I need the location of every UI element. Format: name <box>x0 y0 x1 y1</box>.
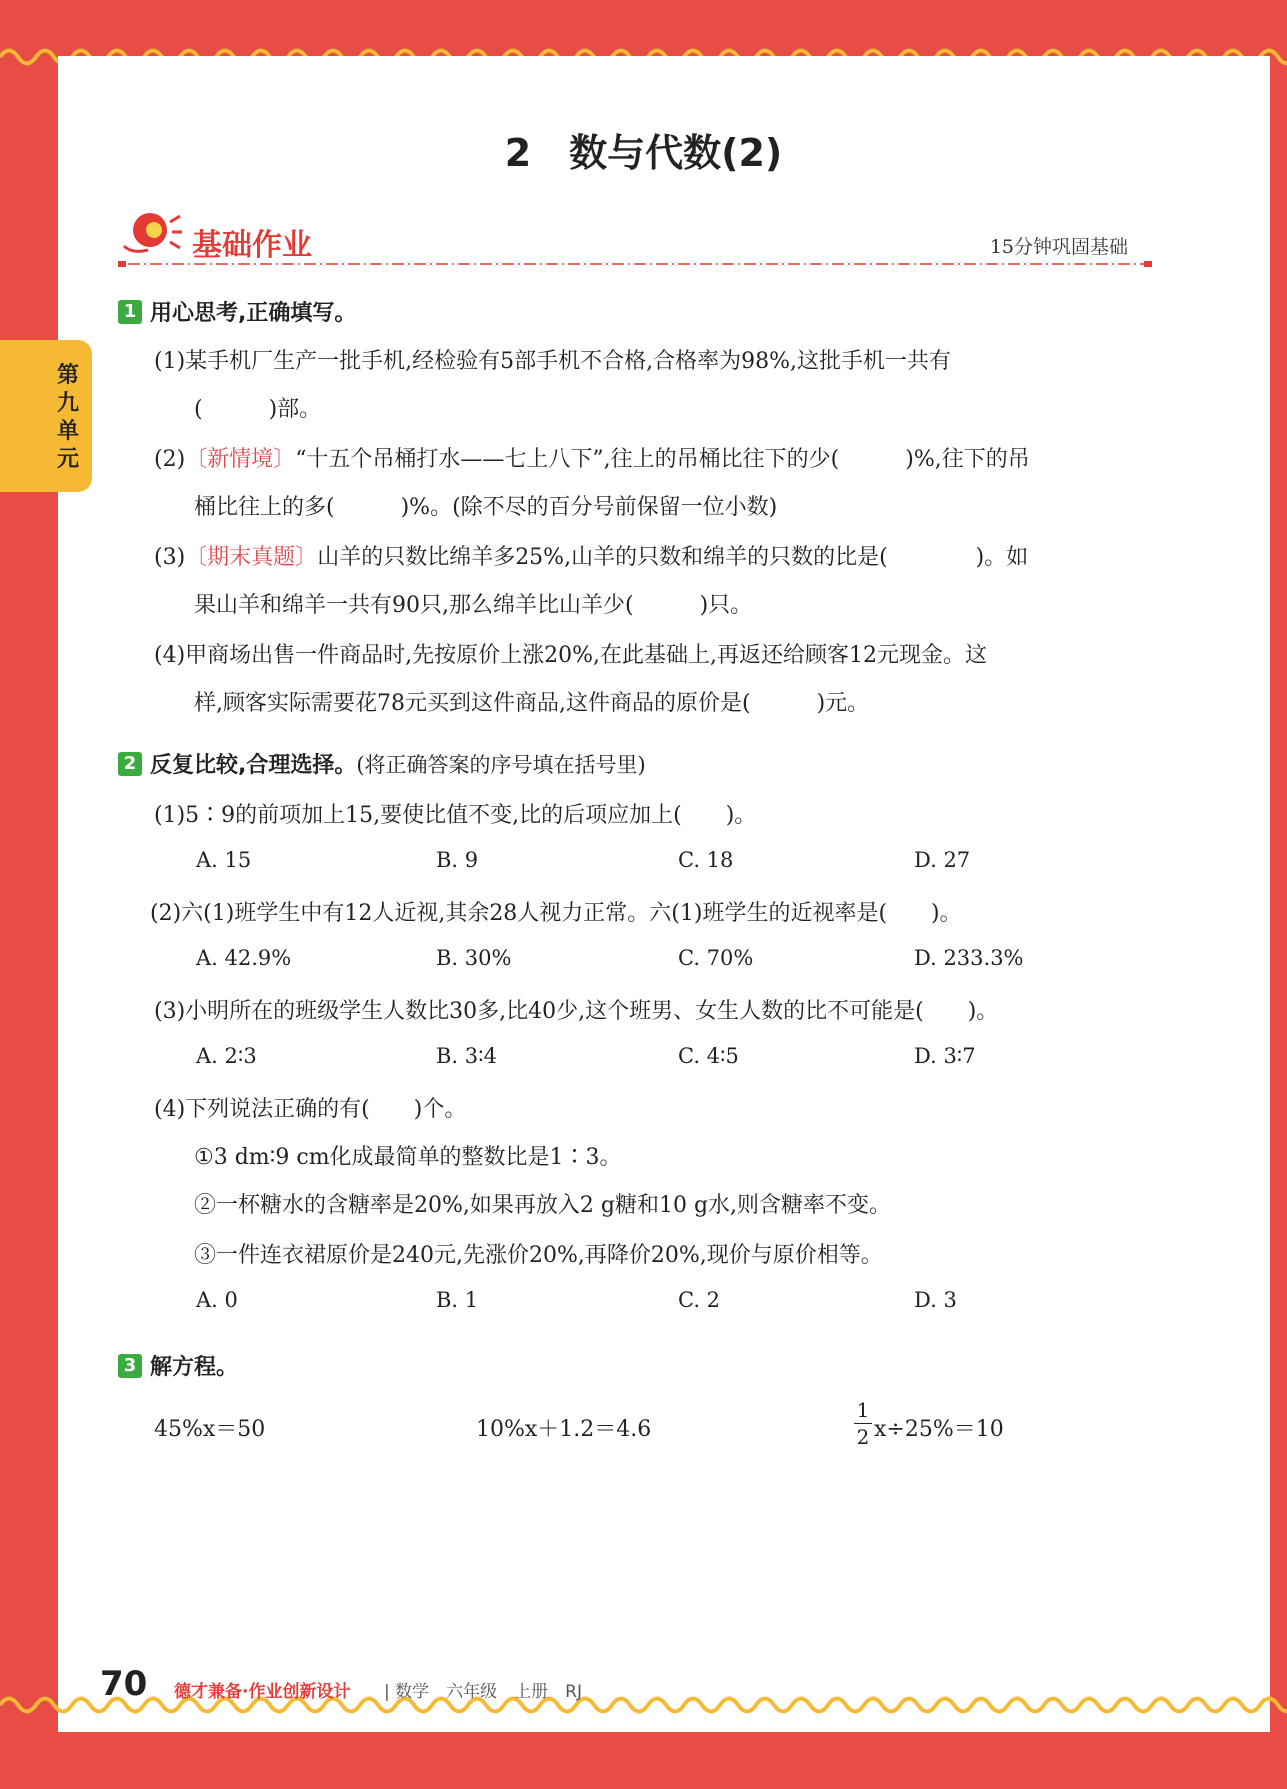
q2-item4-statement-2: ②一杯糖水的含糖率是20%,如果再放入2 g糖和10 g水,则含糖率不变。 <box>194 1193 892 1218</box>
q2-item4-statement-1: ①3 dm∶9 cm化成最简单的整数比是1∶3。 <box>194 1145 622 1170</box>
q2-item2-option-a: A. 42.9% <box>196 946 292 970</box>
q2-item1-option-c: C. 18 <box>678 848 734 872</box>
q2-item3-option-c: C. 4∶5 <box>678 1044 739 1068</box>
section-header <box>118 208 1158 268</box>
footer-book-info: | 数学 六年级 上册 RJ <box>384 1682 582 1702</box>
q1-item3-prefix: (3) <box>154 545 186 570</box>
q1-item3-line1 <box>154 540 1028 571</box>
equation-2: 10%x＋1.2＝4.6 <box>476 1417 652 1442</box>
q1-item2-line1 <box>154 442 1030 473</box>
q2-item4-option-a: A. 0 <box>196 1288 238 1312</box>
q1-item4-line1: (4)甲商场出售一件商品时,先按原价上涨20%,在此基础上,再返还给顾客12元现金。这 <box>154 643 988 668</box>
q1-item2-text: “十五个吊桶打水——七上八下”,往上的吊桶比往下的少( )%,往下的吊 <box>295 447 1030 472</box>
page-number: 70 <box>100 1664 148 1704</box>
q1-heading <box>118 296 356 327</box>
q1-item3-tag: 〔期末真题〕 <box>185 545 318 570</box>
q2-number: 2 <box>118 752 142 776</box>
q2-item4-statement-3: ③一件连衣裙原价是240元,先涨价20%,再降价20%,现价与原价相等。 <box>194 1243 883 1268</box>
q2-item2-option-d: D. 233.3% <box>914 946 1024 970</box>
q2-item1-option-b: B. 9 <box>436 848 479 872</box>
section-note: 15分钟巩固基础 <box>989 236 1128 258</box>
q2-item3-option-d: D. 3∶7 <box>914 1044 976 1068</box>
q2-item4-option-b: B. 1 <box>436 1288 479 1312</box>
q1-item1-line2: ( )部。 <box>194 397 322 422</box>
q2-item2-stem: (2)六(1)班学生中有12人近视,其余28人视力正常。六(1)班学生的近视率是( )。 <box>150 901 962 926</box>
q2-item1-stem: (1)5∶9的前项加上15,要使比值不变,比的后项应加上( )。 <box>154 803 757 828</box>
equation-3-fraction <box>854 1398 872 1449</box>
q3-number: 3 <box>118 1354 142 1378</box>
section-title: 基础作业 <box>192 228 312 263</box>
equation-3-rest: x÷25%＝10 <box>874 1417 1004 1442</box>
q2-item4-option-c: C. 2 <box>678 1288 721 1312</box>
lightbulb-icon <box>118 208 184 260</box>
q1-item2-line2: 桶比往上的多( )%。(除不尽的百分号前保留一位小数) <box>194 495 778 520</box>
q1-item2-prefix: (2) <box>154 447 186 472</box>
q1-item1-line1: (1)某手机厂生产一批手机,经检验有5部手机不合格,合格率为98%,这批手机一共有 <box>154 349 952 374</box>
q3-heading <box>118 1350 238 1381</box>
q1-title: 用心思考,正确填写。 <box>150 301 357 326</box>
q2-item3-option-a: A. 2∶3 <box>196 1044 257 1068</box>
q2-item1-option-a: A. 15 <box>196 848 252 872</box>
q1-item2-tag: 〔新情境〕 <box>185 447 296 472</box>
q2-title: 反复比较,合理选择。 <box>150 753 357 778</box>
footer-brand: 德才兼备·作业创新设计 <box>174 1682 351 1702</box>
page-title: 2 数与代数(2) <box>504 131 783 175</box>
q2-item1-option-d: D. 27 <box>914 848 971 872</box>
q2-item3-option-b: B. 3∶4 <box>436 1044 497 1068</box>
q2-item3-stem: (3)小明所在的班级学生人数比30多,比40少,这个班男、女生人数的比不可能是( )。 <box>154 999 999 1024</box>
q2-heading <box>118 748 646 779</box>
q1-item4-line2: 样,顾客实际需要花78元买到这件商品,这件商品的原价是( )元。 <box>194 691 870 716</box>
q2-item4-stem: (4)下列说法正确的有( )个。 <box>154 1097 467 1122</box>
q1-item3-line2: 果山羊和绵羊一共有90只,那么绵羊比山羊少( )只。 <box>194 593 753 618</box>
fraction-numerator: 1 <box>856 1398 870 1422</box>
q1-number: 1 <box>118 300 142 324</box>
fraction-denominator: 2 <box>856 1425 870 1449</box>
q2-item2-option-b: B. 30% <box>436 946 512 970</box>
q1-item3-text: 山羊的只数比绵羊多25%,山羊的只数和绵羊的只数的比是( )。如 <box>317 545 1029 570</box>
q2-item4-option-d: D. 3 <box>914 1288 957 1312</box>
section-divider <box>118 260 1158 268</box>
equation-1: 45%x＝50 <box>154 1417 266 1442</box>
q2-note: (将正确答案的序号填在括号里) <box>356 752 646 777</box>
q2-item2-option-c: C. 70% <box>678 946 754 970</box>
unit-side-tab-label: 第九单元 <box>56 363 79 472</box>
fraction-bar <box>854 1423 872 1424</box>
q3-title: 解方程。 <box>150 1355 239 1380</box>
